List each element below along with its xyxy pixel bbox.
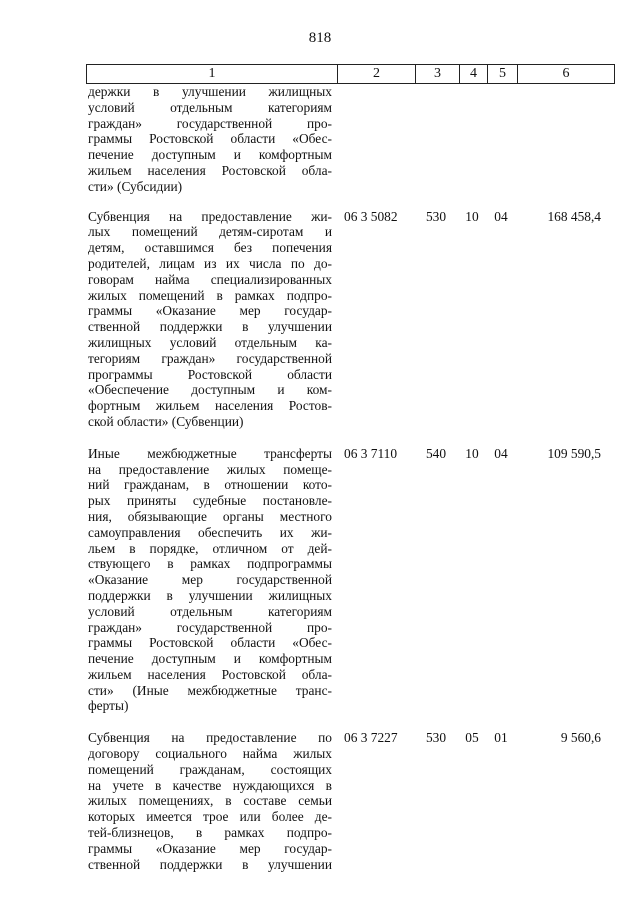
description-line: ственной поддержки в улучшении — [88, 319, 332, 335]
row-code: 06 3 7110 — [344, 445, 398, 461]
description-line: жилищных условий отдельным ка- — [88, 334, 332, 350]
header-cell: 2 — [337, 65, 415, 83]
table-body — [86, 84, 615, 872]
description-line: граммы «Оказание мер государ- — [88, 840, 332, 856]
row-description — [86, 84, 336, 195]
row-amount — [516, 84, 615, 195]
description-line: печение доступным и комфортным — [88, 147, 332, 163]
description-line: программы Ростовской области — [88, 366, 332, 382]
header-cell: 1 — [208, 66, 216, 81]
description-line: граждан» государственной про- — [88, 619, 332, 635]
description-line: на учете в качестве нуждающихся в — [88, 777, 332, 793]
row-code: 06 3 7227 — [344, 730, 398, 746]
table-row — [86, 84, 615, 195]
description-line: льем в порядке, отличном от дей- — [88, 540, 332, 556]
description-line: граммы «Оказание мер государ- — [88, 303, 332, 319]
description-line: детям, оставшимся без попечения — [88, 240, 332, 256]
description-line: сти» (Иные межбюджетные транс- — [88, 682, 332, 698]
description-line: договору социального найма жилых — [88, 746, 332, 762]
row-expense-type: 530 — [425, 730, 447, 746]
row-amount: 168 458,4 — [547, 208, 601, 224]
description-line: фортным жильем населения Ростов- — [88, 398, 332, 414]
description-line: ний гражданам, в отношении кото- — [88, 477, 332, 493]
description-line: которых имеется трое или более де- — [88, 809, 332, 825]
description-line: на предоставление жилых помеще- — [88, 461, 332, 477]
row-section — [458, 84, 486, 195]
description-line: ферты) — [88, 698, 129, 714]
row-section: 10 — [465, 445, 479, 461]
row-expense-type: 530 — [425, 208, 447, 224]
table-row — [86, 446, 615, 715]
description-line: говорам найма специализированных — [88, 271, 332, 287]
description-line: «Оказание мер государственной — [88, 572, 332, 588]
row-subsection: 04 — [494, 445, 508, 461]
description-line: жилых помещениях, в составе семьи — [88, 793, 332, 809]
description-line: помещений гражданам, состоящих — [88, 761, 332, 777]
row-subsection: 04 — [494, 208, 508, 224]
description-line: ской области» (Субвенции) — [88, 413, 244, 429]
description-line: тей-близнецов, в рамках подпро- — [88, 825, 332, 841]
row-expense-type — [414, 84, 458, 195]
row-description — [86, 209, 336, 430]
description-line: самоуправления обеспечить их жи- — [88, 524, 332, 540]
description-line: «Обеспечение доступным и ком- — [88, 382, 332, 398]
description-line: ствующего в рамках подпрограммы — [88, 556, 332, 572]
description-line: держки в улучшении жилищных — [88, 84, 332, 99]
description-line: рых приняты судебные постановле- — [88, 493, 332, 509]
description-line: жильем населения Ростовской обла- — [88, 162, 332, 178]
budget-table — [86, 64, 615, 872]
header-cell: 4 — [459, 65, 487, 83]
row-subsection — [486, 84, 516, 195]
description-line: условий отдельным категориям — [88, 603, 332, 619]
description-line: ственной поддержки в улучшении — [88, 856, 332, 872]
description-line: граждан» государственной про- — [88, 115, 332, 131]
description-line: тегориям граждан» государственной — [88, 350, 332, 366]
row-section: 05 — [465, 730, 479, 746]
table-row — [86, 730, 615, 872]
row-subsection: 01 — [494, 730, 508, 746]
row-amount: 9 560,6 — [560, 730, 601, 746]
row-amount: 109 590,5 — [547, 445, 601, 461]
table-header — [86, 64, 615, 84]
description-line: Субвенция на предоставление жи- — [88, 208, 332, 224]
header-cell: 5 — [487, 65, 517, 83]
row-section: 10 — [465, 208, 479, 224]
description-line: поддержки в улучшении жилищных — [88, 587, 332, 603]
row-description — [86, 730, 336, 872]
description-line: Субвенция на предоставление по — [88, 730, 332, 746]
description-line: граммы Ростовской области «Обес- — [88, 131, 332, 147]
description-line: жилых помещений в рамках подпро- — [88, 287, 332, 303]
row-description — [86, 446, 336, 715]
page-number: 818 — [308, 30, 332, 46]
description-line: Иные межбюджетные трансферты — [88, 445, 332, 461]
description-line: лых помещений детям-сиротам и — [88, 224, 332, 240]
description-line: условий отдельным категориям — [88, 99, 332, 115]
description-line: родителей, лицам из их числа по до- — [88, 255, 332, 271]
description-line: печение доступным и комфортным — [88, 651, 332, 667]
row-expense-type: 540 — [425, 445, 447, 461]
row-code — [336, 84, 414, 195]
table-row — [86, 209, 615, 430]
description-line: жильем населения Ростовской обла- — [88, 666, 332, 682]
description-line: сти» (Субсидии) — [88, 178, 183, 194]
description-line: граммы Ростовской области «Обес- — [88, 635, 332, 651]
header-cell: 3 — [415, 65, 459, 83]
header-cell: 6 — [517, 65, 614, 83]
row-code: 06 3 5082 — [344, 208, 398, 224]
description-line: ния, обязывающие органы местного — [88, 508, 332, 524]
